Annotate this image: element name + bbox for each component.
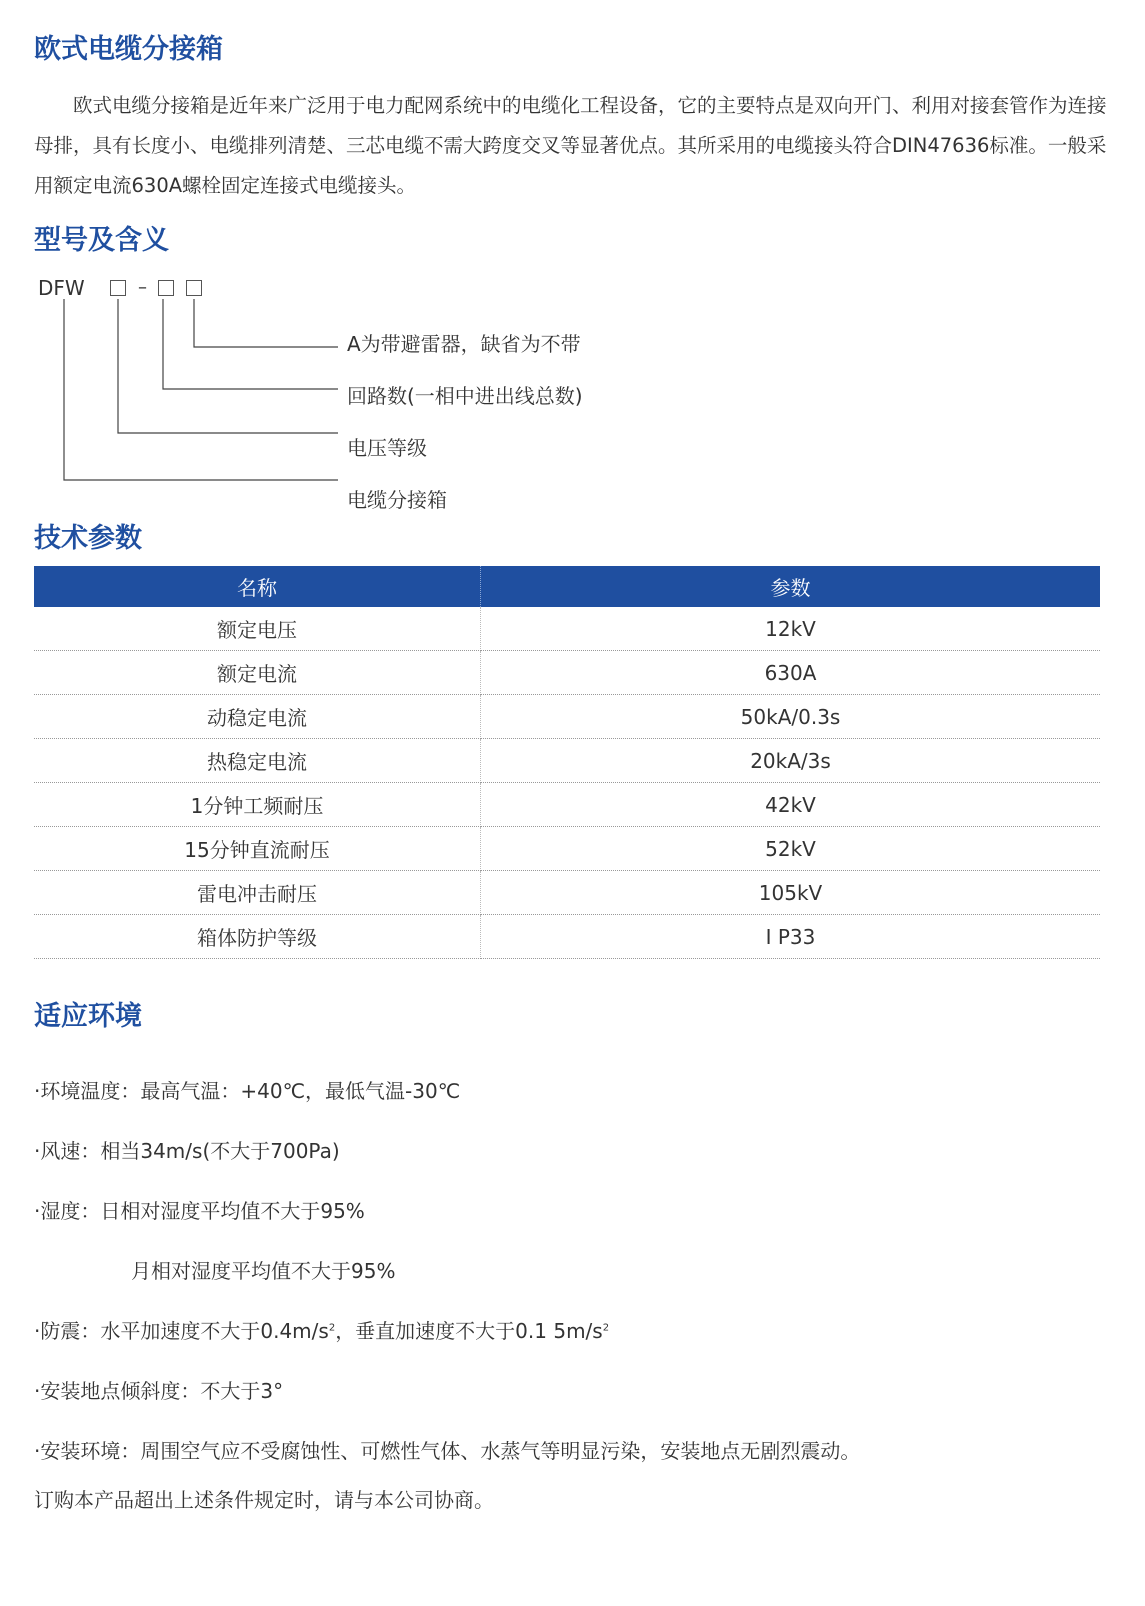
param-value: 42kV <box>481 783 1101 827</box>
param-value: 630A <box>481 651 1101 695</box>
env-seismic <box>34 1321 609 1341</box>
env-humidity-daily: ·湿度：日相对湿度平均值不大于95% <box>34 1199 365 1223</box>
param-name: 热稳定电流 <box>34 739 481 783</box>
param-value: 12kV <box>481 607 1101 651</box>
table-row <box>34 827 1100 871</box>
env-wind-speed: ·风速：相当34m/s(不大于700Pa) <box>34 1139 340 1163</box>
param-value: 52kV <box>481 827 1101 871</box>
env-seismic-horizontal: ·防震：水平加速度不大于0.4m/s <box>34 1319 329 1343</box>
intro-paragraph: 欧式电缆分接箱是近年来广泛用于电力配网系统中的电缆化工程设备，它的主要特点是双向开门、利用对接套管作为连接母排，具有长度小、电缆排列清楚、三芯电缆不需大跨度交叉等显著优点。其所采用的电缆接头符合DIN47636标准。一般采用额定电流630A螺栓固定连接式电缆接头。 <box>34 94 1107 197</box>
param-value: 105kV <box>481 871 1101 915</box>
model-code-prefix: DFW <box>38 276 85 300</box>
table-row <box>34 607 1100 651</box>
header-value: 参数 <box>481 566 1101 607</box>
model-label-box: 电缆分接箱 <box>347 488 447 512</box>
param-value: I P33 <box>481 915 1101 959</box>
leader-line-circuit <box>163 299 338 389</box>
order-note: 订购本产品超出上述条件规定时，请与本公司协商。 <box>34 1488 494 1512</box>
section-title-product: 欧式电缆分接箱 <box>34 34 223 65</box>
param-value: 50kA/0.3s <box>481 695 1101 739</box>
param-name: 动稳定电流 <box>34 695 481 739</box>
param-name: 1分钟工频耐压 <box>34 783 481 827</box>
model-diagram-lines <box>0 0 1145 520</box>
table-row <box>34 739 1100 783</box>
header-name: 名称 <box>34 566 481 607</box>
param-name: 箱体防护等级 <box>34 915 481 959</box>
param-name: 额定电压 <box>34 607 481 651</box>
section-title-tech-params: 技术参数 <box>34 523 142 554</box>
section-title-model: 型号及含义 <box>34 225 169 256</box>
model-code-dash: – <box>138 277 147 298</box>
table-row <box>34 871 1100 915</box>
param-value: 20kA/3s <box>481 739 1101 783</box>
param-name: 雷电冲击耐压 <box>34 871 481 915</box>
model-label-circuit: 回路数(一相中进出线总数) <box>347 384 583 408</box>
env-install-slope: ·安装地点倾斜度：不大于3° <box>34 1379 284 1403</box>
table-row <box>34 651 1100 695</box>
env-install-environment: ·安装环境：周围空气应不受腐蚀性、可燃性气体、水蒸气等明显污染，安装地点无剧烈震动。 <box>34 1439 861 1463</box>
env-humidity-monthly: 月相对湿度平均值不大于95% <box>131 1259 396 1283</box>
superscript-squared: 2 <box>328 1322 336 1334</box>
model-label-voltage: 电压等级 <box>347 436 427 460</box>
superscript-squared: 2 <box>602 1322 610 1334</box>
section-title-environment: 适应环境 <box>34 1001 142 1032</box>
leader-line-arrester <box>194 299 338 347</box>
env-temperature: ·环境温度：最高气温：+40℃，最低气温-30℃ <box>34 1079 461 1103</box>
param-name: 额定电流 <box>34 651 481 695</box>
model-label-arrester: A为带避雷器，缺省为不带 <box>347 332 581 356</box>
env-seismic-vertical: ，垂直加速度不大于0.1 5m/s <box>335 1319 603 1343</box>
tech-params-table <box>34 566 1100 959</box>
table-row <box>34 783 1100 827</box>
table-row <box>34 695 1100 739</box>
table-row <box>34 915 1100 959</box>
table-header-row <box>34 566 1100 607</box>
param-name: 15分钟直流耐压 <box>34 827 481 871</box>
leader-line-voltage <box>118 299 338 433</box>
